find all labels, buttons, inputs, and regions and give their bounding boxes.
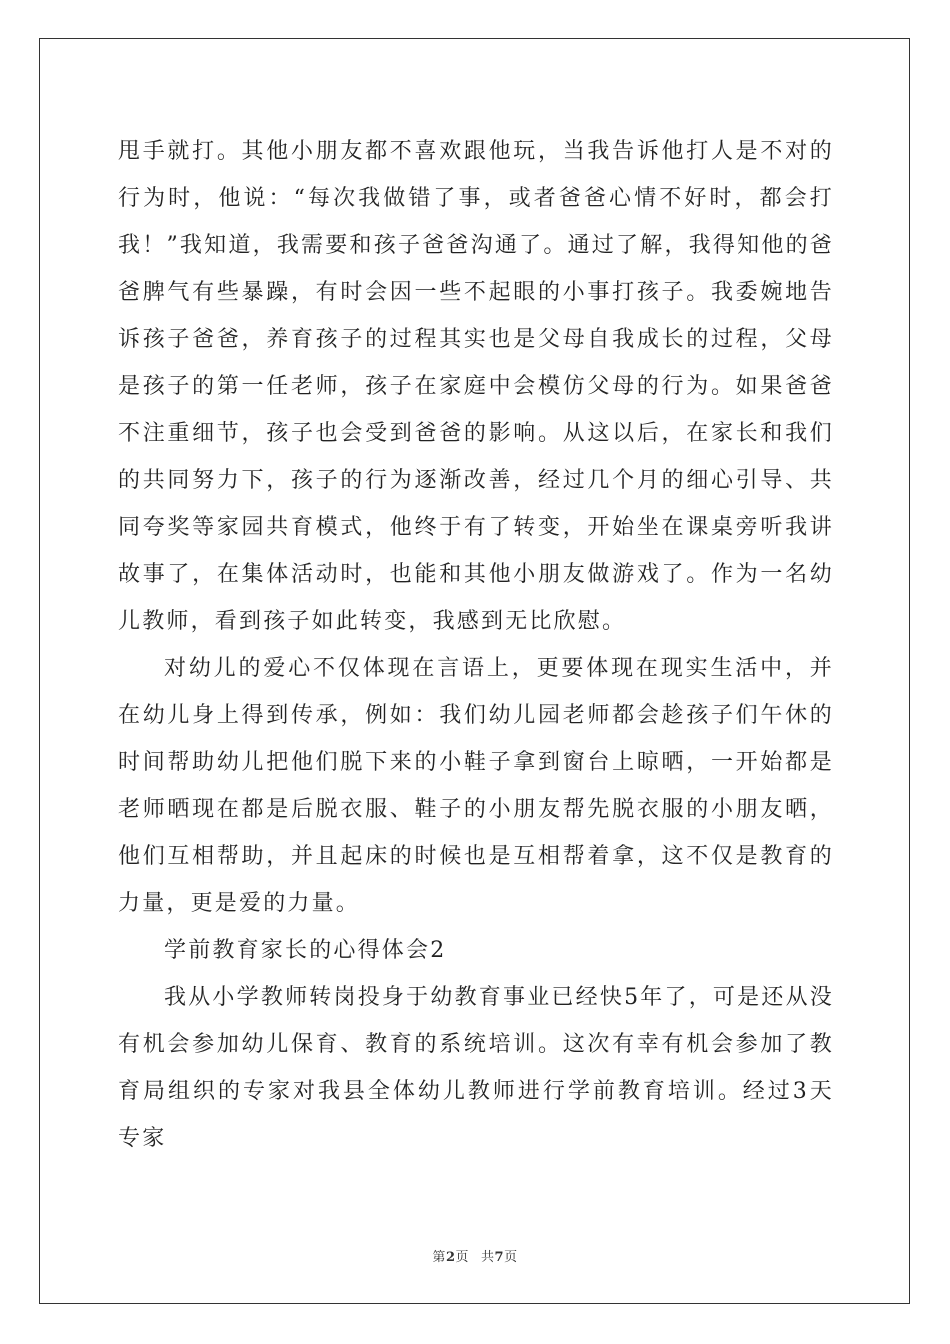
section-heading: 学前教育家长的心得体会2 bbox=[164, 938, 447, 963]
paragraph-training: 我从小学教师转岗投身于幼教育事业已经快5年了，可是还从没有机会参加幼儿保育、教育的系统培训。这次有幸有机会参加了教育局组织的专家对我县全体幼儿教师进行学前教育培训。经过3天专家 bbox=[118, 985, 834, 1151]
total-prefix: 共 bbox=[481, 1250, 495, 1265]
paragraph-continued: 甩手就打。其他小朋友都不喜欢跟他玩，当我告诉他打人是不对的行为时，他说：“每次我做错了事，或者爸爸心情不好时，都会打我！”我知道，我需要和孩子爸爸沟通了。通过了解，我得知他的爸爸脾气有些暴躁，有时会因一些不起眼的小事打孩子。我委婉地告诉孩子爸爸，养育孩子的过程其实也是父母自我成长的过程，父母是孩子的第一任老师，孩子在家庭中会模仿父母的行为。如果爸爸不注重细节，孩子也会受到爸爸的影响。从这以后，在家长和我们的共同努力下，孩子的行为逐渐改善，经过几个月的细心引导、共同夸奖等家园共育模式，他终于有了转变，开始坐在课桌旁听我讲故事了，在集体活动时，也能和其他小朋友做游戏了。作为一名幼儿教师，看到孩子如此转变，我感到无比欣慰。 bbox=[118, 139, 834, 634]
total-pages-label bbox=[481, 1250, 518, 1265]
document-body bbox=[118, 128, 834, 1162]
page-number-label bbox=[432, 1250, 469, 1265]
page-current: 2 bbox=[445, 1250, 456, 1265]
page-footer bbox=[0, 1246, 950, 1265]
page-suffix: 页 bbox=[455, 1250, 469, 1265]
total-suffix: 页 bbox=[504, 1250, 518, 1265]
total-pages: 7 bbox=[494, 1250, 505, 1265]
page-prefix: 第 bbox=[432, 1250, 446, 1265]
paragraph-love-practice: 对幼儿的爱心不仅体现在言语上，更要体现在现实生活中，并在幼儿身上得到传承，例如：我们幼儿园老师都会趁孩子们午休的时间帮助幼儿把他们脱下来的小鞋子拿到窗台上晾晒，一开始都是老师晒现在都是后脱衣服、鞋子的小朋友帮先脱衣服的小朋友晒，他们互相帮助，并且起床的时候也是互相帮着拿，这不仅是教育的力量，更是爱的力量。 bbox=[118, 656, 834, 916]
